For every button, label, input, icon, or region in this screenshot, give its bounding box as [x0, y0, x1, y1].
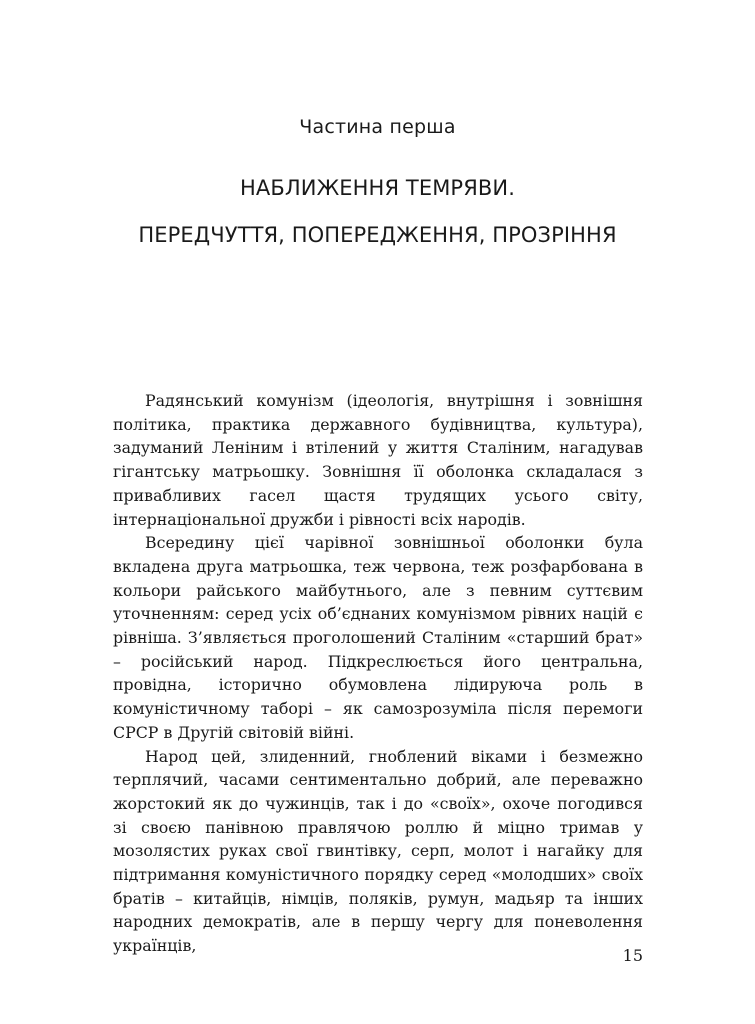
chapter-title-line-2: ПЕРЕДЧУТТЯ, ПОПЕРЕДЖЕННЯ, ПРОЗРІННЯ: [138, 223, 617, 247]
chapter-title-line-1: НАБЛИЖЕННЯ ТЕМРЯВИ.: [240, 176, 515, 200]
body-text: [113, 389, 643, 958]
paragraph: Радянський комунізм (ідеологія, внутрішня і зовнішня політика, практика державного будівництва, культура), задуманий Леніним і втілений у життя Сталіним, нагадував гігантську матрьошку. Зовнішня її оболонка складалася з привабливих гасел щастя трудящих усього світу, інтернаціональної дружби і рівності всіх народів.: [113, 391, 643, 529]
page-number: 15: [622, 946, 643, 965]
part-label: Частина перша: [299, 116, 456, 138]
paragraph: Всередину цієї чарівної зовнішньої оболонки була вкладена друга матрьошка, теж червона, теж розфарбована в кольори райського майбутнього, але з певним суттєвим уточненням: серед усіх об’єднаних комунізмом рівних націй є рівніша. З’являється проголошений Сталіним «старший брат» – російський народ. Підкреслюється його центральна, провідна, історично обумовлена лідируюча роль в комуністичному таборі – як самозрозуміла після перемоги СРСР в Другій світовій війні.: [113, 533, 643, 742]
paragraph: Народ цей, злиденний, гноблений віками і безмежно терплячий, часами сентиментально добрий, але переважно жорстокий як до чужинців, так і до «своїх», охоче погодився зі своєю панівною правлячою роллю й міцно тримав у мозолястих руках свої гвинтівку, серп, молот і нагайку для підтримання комуністичного порядку серед «молодших» своїх братів – китайців, німців, поляків, румун, мадьяр та інших народних демократів, але в першу чергу для поневолення українців,: [113, 746, 643, 956]
